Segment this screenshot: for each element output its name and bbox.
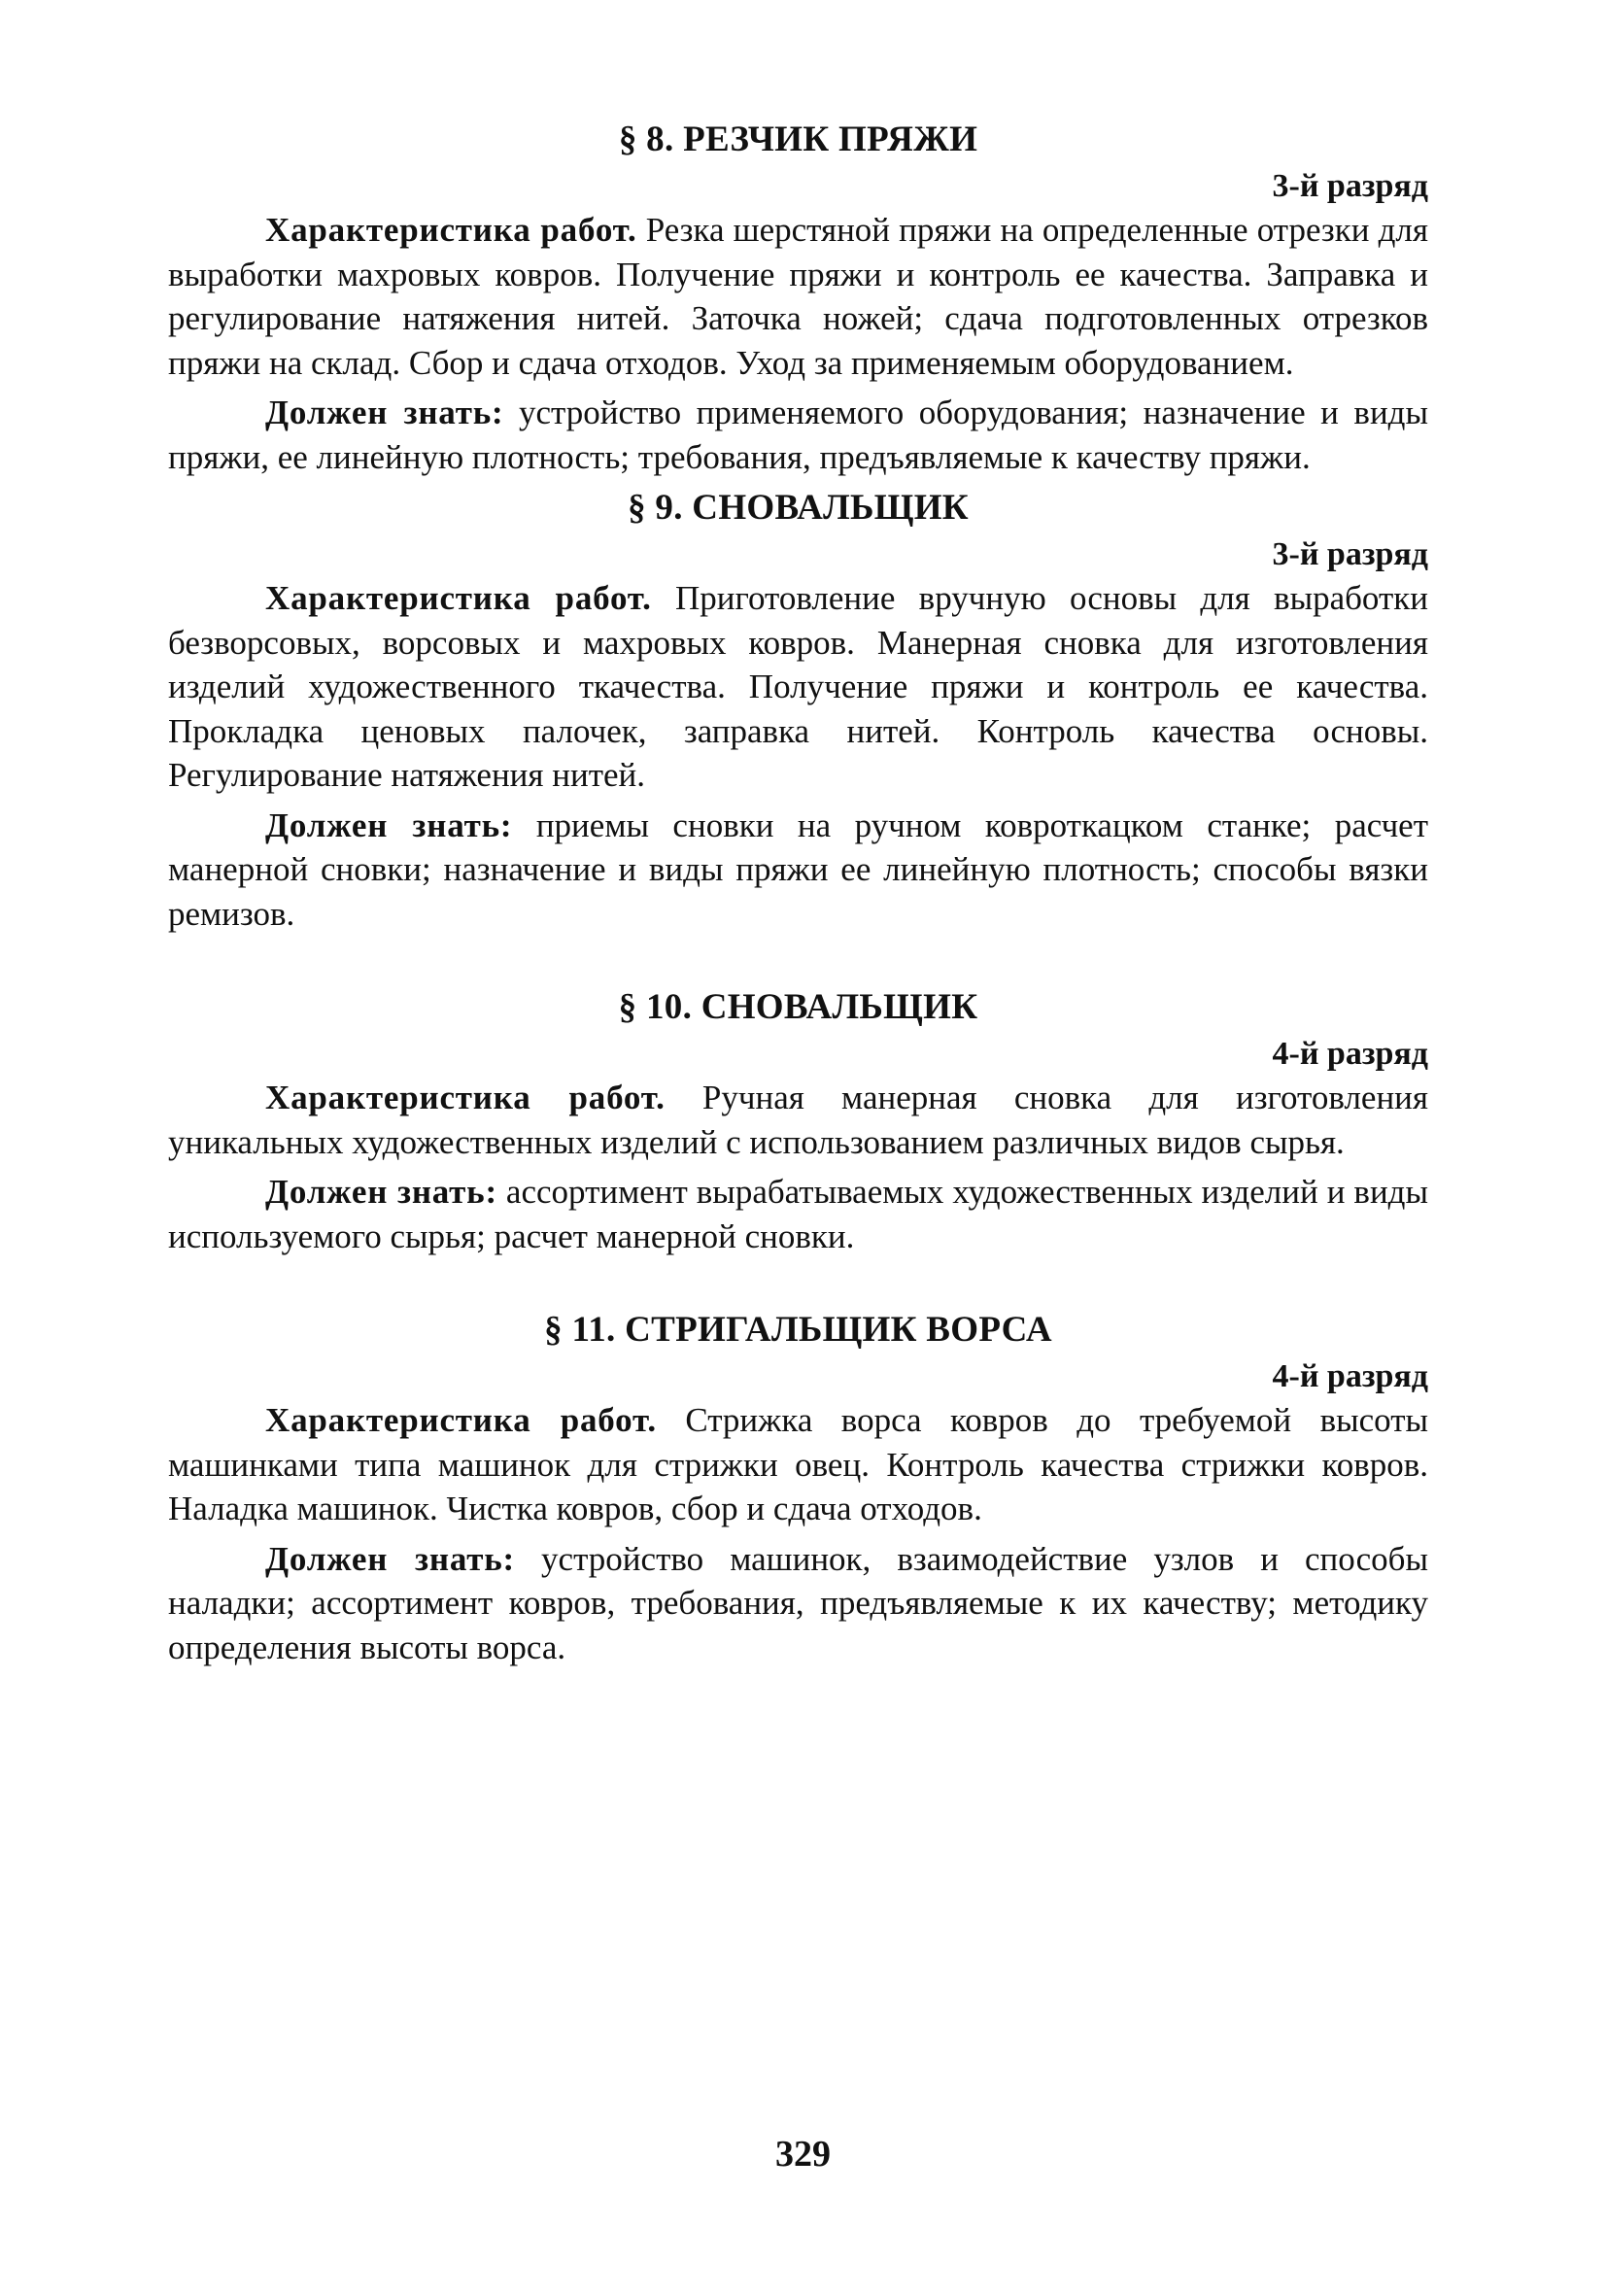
section-11-pile-shearer [168, 1305, 1428, 1669]
grade-label: 4-й разряд [1272, 1036, 1428, 1072]
page-number: 329 [775, 2134, 831, 2175]
section-8-yarn-cutter [168, 115, 1428, 479]
grade-label: 3-й разряд [1272, 536, 1428, 572]
required-knowledge-label: Должен знать: [265, 1173, 497, 1211]
section-title: § 9. СНОВАЛЬЩИК [628, 488, 969, 528]
work-characteristics-label: Характеристика работ. [265, 579, 652, 617]
document-page [168, 115, 1428, 1669]
required-knowledge [168, 1537, 1428, 1670]
required-knowledge-text: приемы сновки на ручном ковроткацком станке; расчет манерной сновки; назначение и виды пряжи ее линейную плотность; способы вязки ремизов. [168, 805, 1428, 933]
section-title: § 8. РЕЗЧИК ПРЯЖИ [618, 120, 978, 159]
required-knowledge-label: Должен знать: [265, 394, 504, 431]
work-characteristics-text: Ручная манерная сновка для изготовления уникальных художественных изделий с использованием различных видов сырья. [168, 1079, 1429, 1161]
work-characteristics-label: Характеристика работ. [265, 211, 637, 249]
work-characteristics [168, 1076, 1428, 1164]
work-characteristics-text: Резка шерстяной пряжи на определенные отрезки для выработки махровых ковров. Получение пряжи и контроль ее качества. Заправка и регулирование натяжения нитей. Заточка ножей; сдача подготовленных отрезков пряжи на склад. Сбор и сдача отходов. Уход за применяемым оборудованием. [168, 211, 1428, 382]
required-knowledge-label: Должен знать: [265, 1539, 515, 1578]
work-characteristics-text: Приготовление вручную основы для выработки безворсовых, ворсовых и махровых ковров. Манерная сновка для изготовления изделий художественного ткачества. Получение пряжи и контроль ее качества. Прокладка ценовых палочек, заправка нитей. Контроль качества основы. Регулирование натяжения нитей. [168, 579, 1428, 794]
grade-label: 3-й разряд [1272, 168, 1428, 204]
required-knowledge [168, 391, 1428, 479]
required-knowledge-text: устройство применяемого оборудования; назначение и виды пряжи, ее линейную плотность; требования, предъявляемые к качеству пряжи. [168, 394, 1429, 476]
required-knowledge [168, 804, 1428, 937]
grade-label: 4-й разряд [1272, 1358, 1428, 1394]
work-characteristics [168, 576, 1428, 798]
section-title: § 11. СТРИГАЛЬЩИК ВОРСА [544, 1310, 1052, 1350]
section-9-warper [168, 483, 1428, 936]
work-characteristics [168, 208, 1428, 385]
required-knowledge-text: устройство машинок, взаимодействие узлов и способы наладки; ассортимент ковров, требования, предъявляемые к их качеству; методику определения высоты ворса. [168, 1539, 1428, 1666]
required-knowledge [168, 1170, 1428, 1258]
required-knowledge-text: ассортимент вырабатываемых художественных изделий и виды используемого сырья; расчет манерной сновки. [168, 1173, 1428, 1255]
work-characteristics-label: Характеристика работ. [265, 1079, 666, 1116]
section-title: § 10. СНОВАЛЬЩИК [618, 987, 978, 1027]
work-characteristics [168, 1398, 1428, 1531]
work-characteristics-text: Стрижка ворса ковров до требуемой высоты машинками типа машинок для стрижки овец. Контроль качества стрижки ковров. Наладка машинок. Чистка ковров, сбор и сдача отходов. [168, 1401, 1429, 1527]
required-knowledge-label: Должен знать: [265, 805, 513, 844]
work-characteristics-label: Характеристика работ. [265, 1401, 657, 1439]
section-10-warper [168, 982, 1428, 1258]
